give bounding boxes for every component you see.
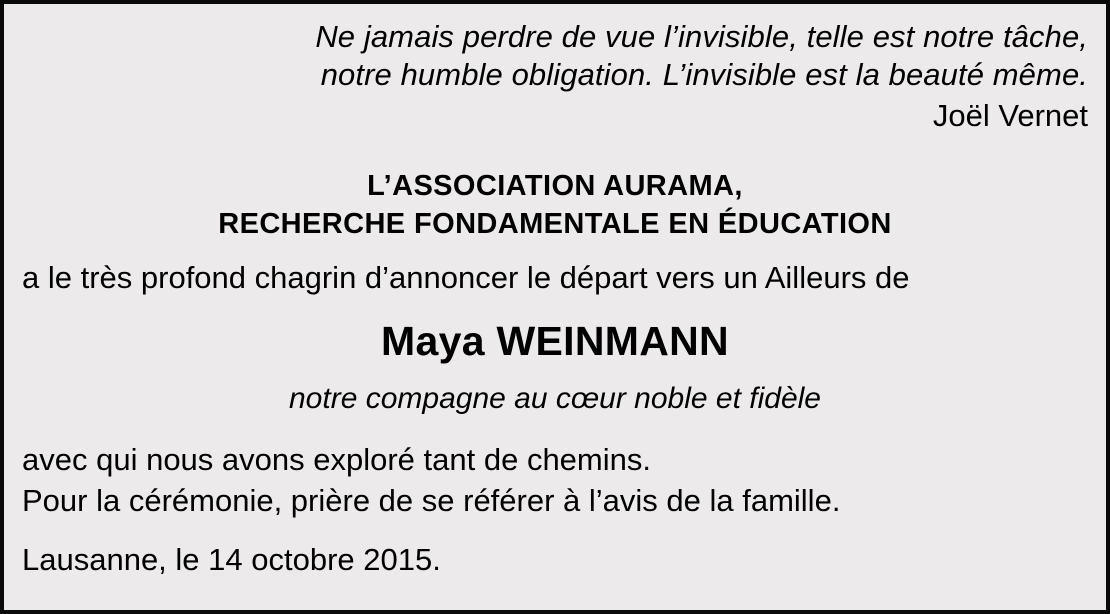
deceased-name: Maya WEINMANN xyxy=(381,317,729,364)
place-and-date: Lausanne, le 14 octobre 2015. xyxy=(22,542,441,578)
epigraph-quote xyxy=(22,18,1088,94)
association-name-line-1: L’ASSOCIATION AURAMA, xyxy=(367,169,743,202)
notice-body-line-2: Pour la cérémonie, prière de se référer à l’avis de la famille. xyxy=(22,483,841,519)
epigraph-author: Joël Vernet xyxy=(932,98,1088,134)
announcement-text: a le très profond chagrin d’annoncer le départ vers un Ailleurs de xyxy=(22,260,910,296)
association-name-line-2: RECHERCHE FONDAMENTALE EN ÉDUCATION xyxy=(218,207,892,240)
notice-body xyxy=(22,439,1088,521)
notice-body-line-1: avec qui nous avons exploré tant de chemins. xyxy=(22,441,651,477)
notice-content xyxy=(4,4,1106,610)
epigraph-quote-line-2: notre humble obligation. L’invisible est la beauté même. xyxy=(320,57,1088,93)
deceased-subtitle: notre compagne au cœur noble et fidèle xyxy=(289,381,821,415)
association-name xyxy=(22,167,1088,244)
epigraph-quote-line-1: Ne jamais perdre de vue l’invisible, telle est notre tâche, xyxy=(315,19,1088,54)
